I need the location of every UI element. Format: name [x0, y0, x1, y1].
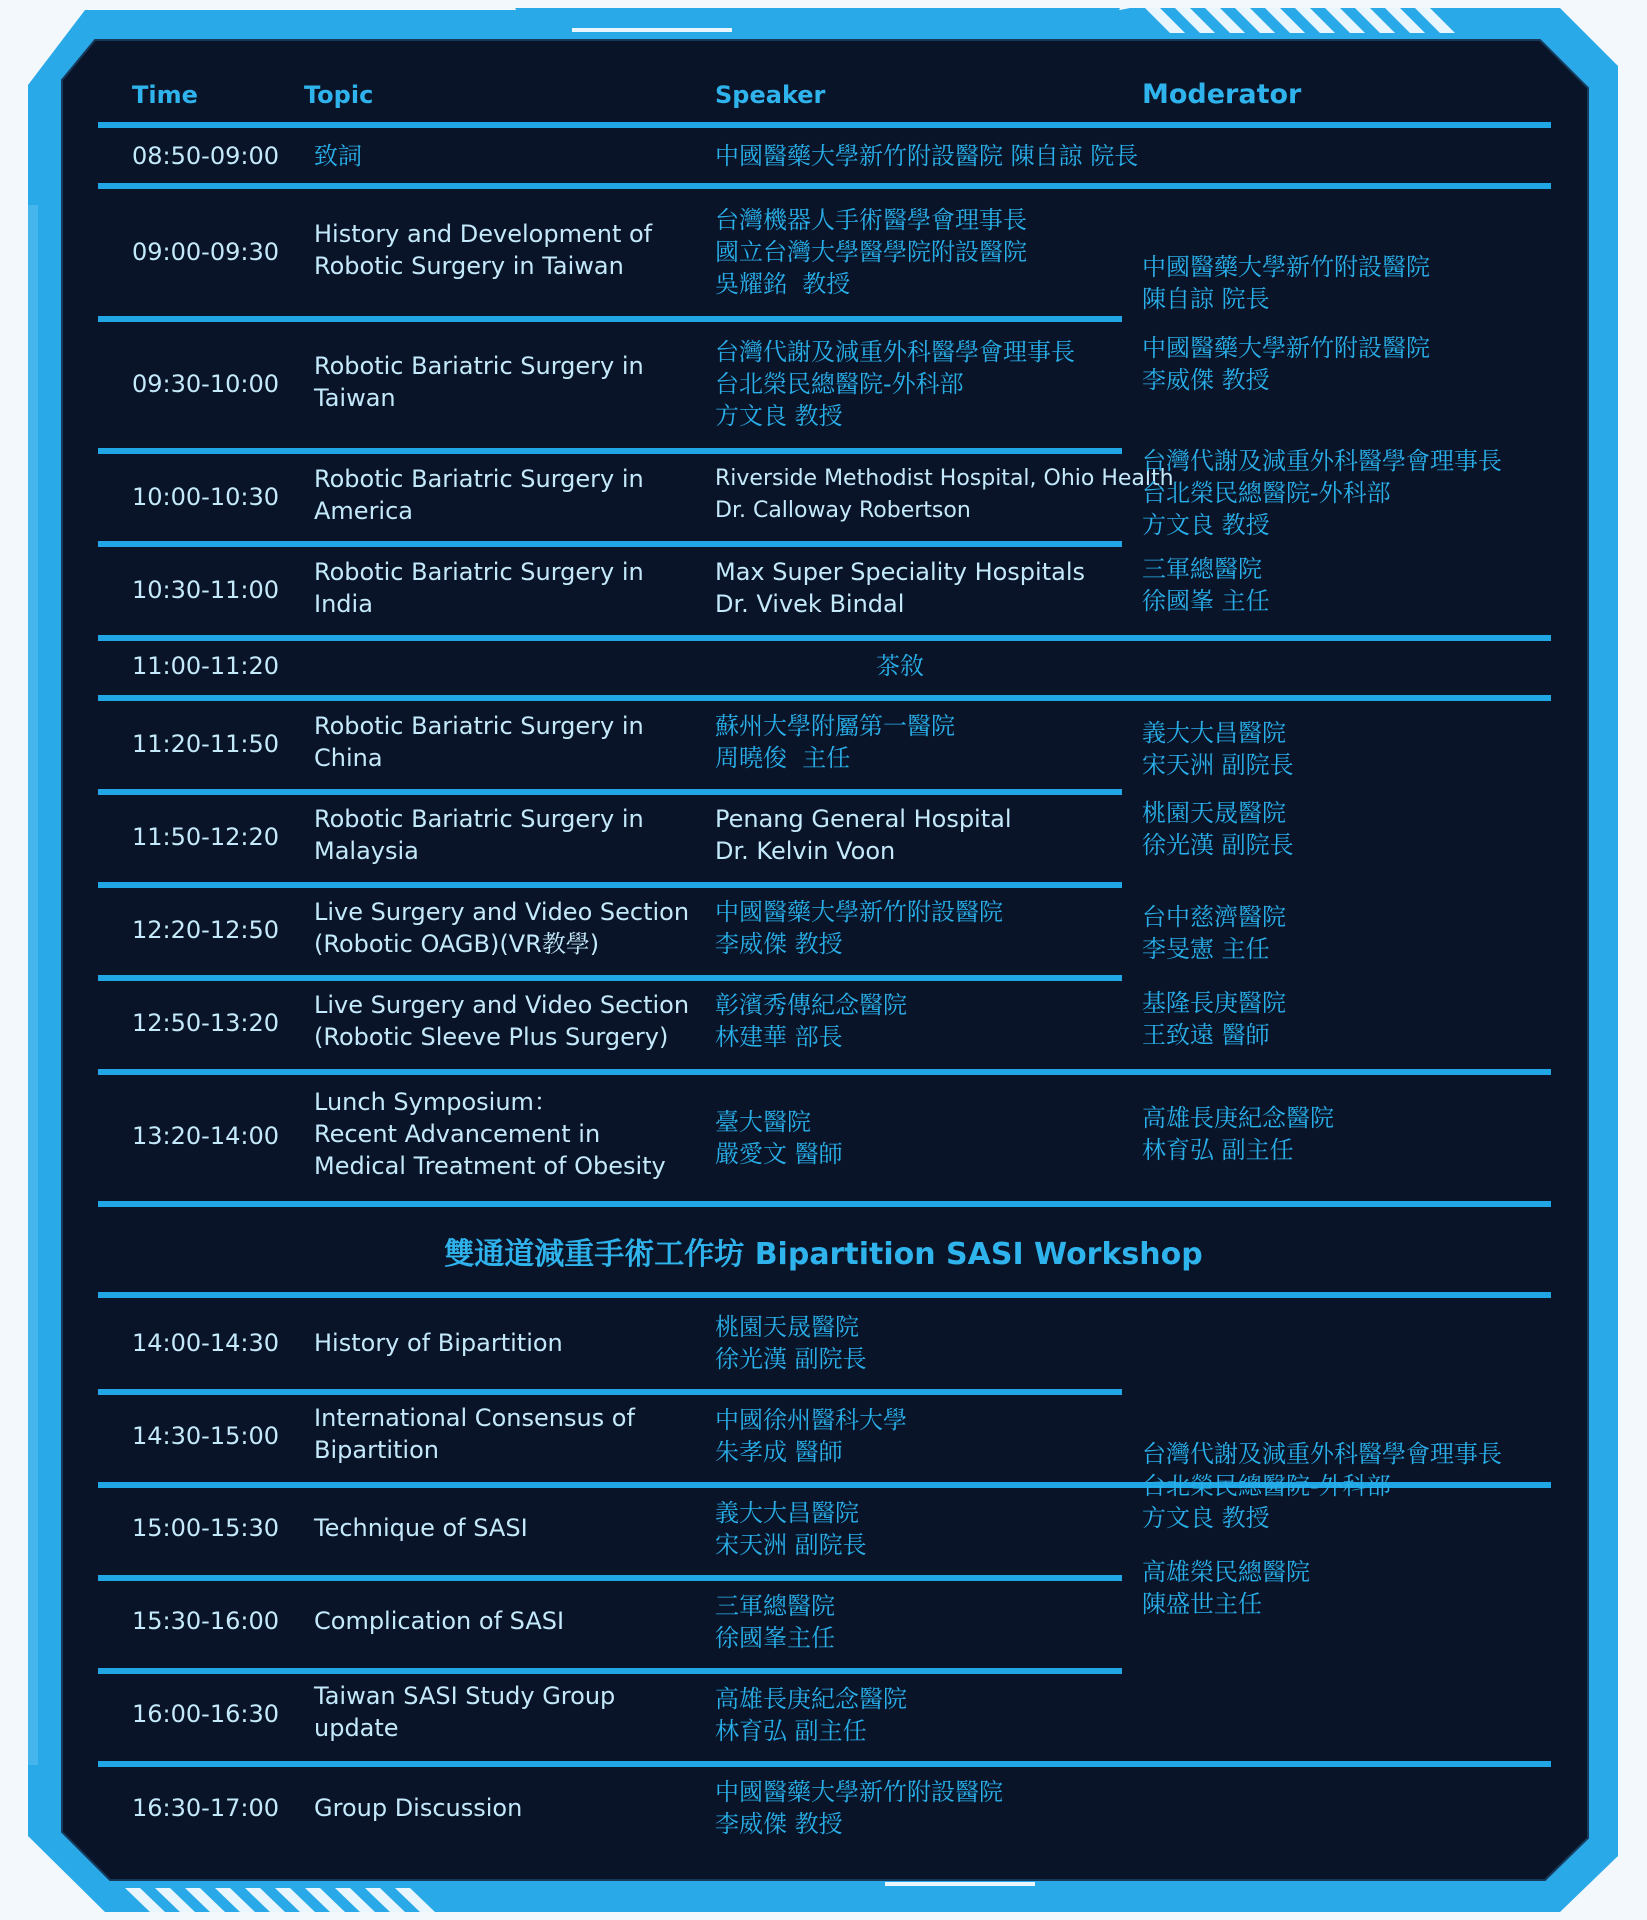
divider — [98, 122, 1551, 128]
moderator: 高雄榮民總醫院 陳盛世主任 — [1142, 1558, 1310, 1618]
moderator: 台中慈濟醫院 李旻憲 主任 — [1142, 903, 1286, 963]
divider — [98, 1575, 1122, 1581]
divider — [98, 183, 1551, 189]
row-time: 11:00-11:20 — [132, 652, 279, 680]
workshop-title: 雙通道減重手術工作坊 Bipartition SASI Workshop — [444, 1237, 1203, 1272]
row-topic: Live Surgery and Video Section (Robotic OAGB)(VR教學) — [314, 898, 690, 958]
row-speaker: 義大大昌醫院 宋天洲 副院長 — [715, 1499, 867, 1559]
row-speaker: 蘇州大學附屬第一醫院 周曉俊 主任 — [715, 712, 955, 772]
divider — [98, 789, 1122, 795]
divider — [98, 1069, 1551, 1075]
divider — [98, 695, 1551, 701]
row-time: 11:50-12:20 — [132, 823, 279, 851]
row-time: 12:50-13:20 — [132, 1009, 279, 1037]
row-time: 09:30-10:00 — [132, 370, 279, 398]
row-topic: History of Bipartition — [314, 1329, 563, 1357]
divider — [98, 316, 1122, 322]
divider — [98, 1201, 1551, 1207]
row-speaker: Riverside Methodist Hospital, Ohio Health Dr. Calloway Robertson — [715, 466, 1174, 523]
row-time: 16:30-17:00 — [132, 1794, 279, 1822]
row-topic: Robotic Bariatric Surgery in America — [314, 465, 644, 525]
row-topic: History and Development of Robotic Surgery in Taiwan — [314, 220, 653, 280]
row-speaker: 彰濱秀傳紀念醫院 林建華 部長 — [715, 991, 907, 1051]
row-speaker: 中國醫藥大學新竹附設醫院 陳自諒 院長 — [715, 142, 1139, 170]
row-time: 16:00-16:30 — [132, 1700, 279, 1728]
row-topic: Technique of SASI — [314, 1514, 528, 1542]
moderator: 高雄長庚紀念醫院 林育弘 副主任 — [1142, 1104, 1334, 1164]
row-speaker: 中國醫藥大學新竹附設醫院 李威傑 教授 — [715, 1778, 1003, 1838]
row-speaker: 中國徐州醫科大學 朱孝成 醫師 — [715, 1406, 907, 1466]
break-label: 茶敘 — [876, 652, 924, 680]
row-speaker: 台灣機器人手術醫學會理事長 國立台灣大學醫學院附設醫院 吳耀銘 教授 — [715, 206, 1027, 298]
header-time: Time — [132, 81, 198, 109]
moderator: 中國醫藥大學新竹附設醫院 陳自諒 院長 — [1142, 253, 1430, 313]
row-time: 14:00-14:30 — [132, 1329, 279, 1357]
moderator: 桃園天晟醫院 徐光漢 副院長 — [1142, 799, 1294, 859]
row-speaker: Max Super Speciality Hospitals Dr. Vivek Bindal — [715, 558, 1085, 618]
row-speaker: 高雄長庚紀念醫院 林育弘 副主任 — [715, 1685, 907, 1745]
moderator: 中國醫藥大學新竹附設醫院 李威傑 教授 — [1142, 334, 1430, 394]
row-speaker: 桃園天晟醫院 徐光漢 副院長 — [715, 1313, 867, 1373]
divider — [98, 635, 1551, 641]
divider — [98, 882, 1122, 888]
row-topic: Live Surgery and Video Section (Robotic Sleeve Plus Surgery) — [314, 991, 690, 1051]
divider — [98, 1761, 1551, 1767]
row-topic: Complication of SASI — [314, 1607, 565, 1635]
row-time: 08:50-09:00 — [132, 142, 279, 170]
row-speaker: 台灣代謝及減重外科醫學會理事長 台北榮民總醫院-外科部 方文良 教授 — [715, 338, 1075, 430]
header-moderator: Moderator — [1142, 79, 1302, 110]
row-speaker: Penang General Hospital Dr. Kelvin Voon — [715, 805, 1012, 865]
divider — [98, 1292, 1551, 1298]
row-speaker: 中國醫藥大學新竹附設醫院 李威傑 教授 — [715, 898, 1003, 958]
moderator: 基隆長庚醫院 王致遠 醫師 — [1142, 989, 1286, 1049]
divider — [98, 448, 1122, 454]
row-time: 10:30-11:00 — [132, 576, 279, 604]
divider — [98, 1389, 1122, 1395]
row-topic: Robotic Bariatric Surgery in China — [314, 712, 644, 772]
moderator: 台灣代謝及減重外科醫學會理事長 台北榮民總醫院-外科部 方文良 教授 — [1142, 447, 1502, 539]
header-speaker: Speaker — [715, 81, 826, 109]
divider — [98, 541, 1122, 547]
moderator: 義大大昌醫院 宋天洲 副院長 — [1142, 719, 1294, 779]
divider — [98, 1668, 1122, 1674]
row-speaker: 三軍總醫院 徐國峯主任 — [715, 1592, 835, 1652]
row-topic: Robotic Bariatric Surgery in Taiwan — [314, 352, 644, 412]
divider — [98, 975, 1122, 981]
moderator: 台灣代謝及減重外科醫學會理事長 台北榮民總醫院-外科部 方文良 教授 — [1142, 1440, 1502, 1532]
row-topic: 致詞 — [314, 142, 362, 170]
row-time: 12:20-12:50 — [132, 916, 279, 944]
row-time: 15:00-15:30 — [132, 1514, 279, 1542]
row-topic: Lunch Symposium： Recent Advancement in Medical Treatment of Obesity — [314, 1088, 666, 1180]
row-time: 11:20-11:50 — [132, 730, 279, 758]
row-topic: Robotic Bariatric Surgery in India — [314, 558, 644, 618]
row-time: 14:30-15:00 — [132, 1422, 279, 1450]
row-time: 10:00-10:30 — [132, 483, 279, 511]
row-time: 13:20-14:00 — [132, 1122, 279, 1150]
row-speaker: 臺大醫院 嚴愛文 醫師 — [715, 1108, 843, 1168]
row-time: 15:30-16:00 — [132, 1607, 279, 1635]
header-topic: Topic — [304, 81, 374, 109]
moderator: 三軍總醫院 徐國峯 主任 — [1142, 555, 1270, 615]
row-time: 09:00-09:30 — [132, 238, 279, 266]
row-topic: Group Discussion — [314, 1794, 523, 1822]
row-topic: International Consensus of Bipartition — [314, 1404, 635, 1464]
row-topic: Robotic Bariatric Surgery in Malaysia — [314, 805, 644, 865]
row-topic: Taiwan SASI Study Group update — [314, 1682, 616, 1742]
